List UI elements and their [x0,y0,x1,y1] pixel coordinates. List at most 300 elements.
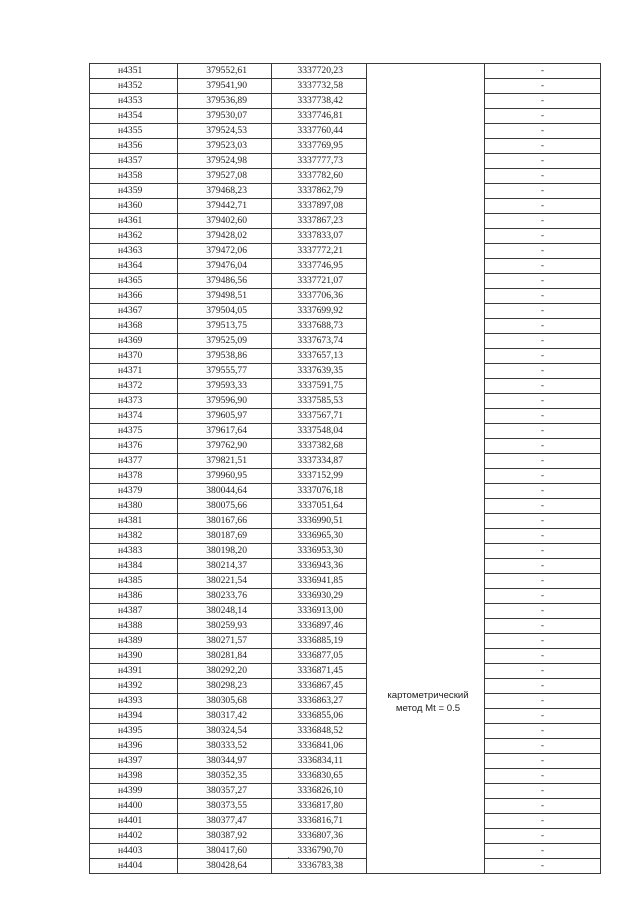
x-coordinate-cell: 380305,68 [178,694,272,709]
method-cell [367,79,485,94]
dash-cell: - [485,619,601,634]
table-row [90,244,601,259]
method-cell [367,64,485,79]
point-id-cell: н4397 [90,754,178,769]
y-coordinate-cell: 3337585,53 [272,394,367,409]
x-coordinate-cell: 380298,23 [178,679,272,694]
y-coordinate-cell: 3337699,92 [272,304,367,319]
point-id-cell: н4370 [90,349,178,364]
table-row [90,349,601,364]
dash-cell: - [485,439,601,454]
method-cell [367,334,485,349]
x-coordinate-cell: 379442,71 [178,199,272,214]
table-row [90,334,601,349]
point-id-cell: н4379 [90,484,178,499]
y-coordinate-cell: 3336863,27 [272,694,367,709]
table-row [90,499,601,514]
method-cell [367,859,485,874]
y-coordinate-cell: 3337688,73 [272,319,367,334]
point-id-cell: н4369 [90,334,178,349]
x-coordinate-cell: 379555,77 [178,364,272,379]
point-id-cell: н4401 [90,814,178,829]
method-cell [367,844,485,859]
table-row [90,814,601,829]
method-cell [367,274,485,289]
table-row [90,379,601,394]
y-coordinate-cell: 3336877,05 [272,649,367,664]
table-row [90,454,601,469]
dash-cell: - [485,574,601,589]
table-row [90,154,601,169]
y-coordinate-cell: 3337746,81 [272,109,367,124]
point-id-cell: н4400 [90,799,178,814]
table-row [90,859,601,874]
method-cell [367,304,485,319]
y-coordinate-cell: 3337720,23 [272,64,367,79]
point-id-cell: н4359 [90,184,178,199]
y-coordinate-cell: 3337334,87 [272,454,367,469]
point-id-cell: н4367 [90,304,178,319]
y-coordinate-cell: 3336855,06 [272,709,367,724]
dash-cell: - [485,694,601,709]
table-row [90,694,601,709]
y-coordinate-cell: 3336941,85 [272,574,367,589]
point-id-cell: н4368 [90,319,178,334]
point-id-cell: н4373 [90,394,178,409]
y-coordinate-cell: 3337732,58 [272,79,367,94]
table-row [90,574,601,589]
x-coordinate-cell: 379476,04 [178,259,272,274]
y-coordinate-cell: 3336867,45 [272,679,367,694]
method-cell [367,619,485,634]
method-cell [367,664,485,679]
x-coordinate-cell: 380324,54 [178,724,272,739]
dash-cell: - [485,124,601,139]
x-coordinate-cell: 379428,02 [178,229,272,244]
point-id-cell: н4381 [90,514,178,529]
y-coordinate-cell: 3337076,18 [272,484,367,499]
y-coordinate-cell: 3336848,52 [272,724,367,739]
y-coordinate-cell: 3337867,23 [272,214,367,229]
dash-cell: - [485,634,601,649]
method-cell [367,784,485,799]
x-coordinate-cell: 379960,95 [178,469,272,484]
point-id-cell: н4355 [90,124,178,139]
x-coordinate-cell: 379402,60 [178,214,272,229]
table-row [90,649,601,664]
method-cell [367,424,485,439]
coordinates-table [89,63,601,874]
table-row [90,229,601,244]
method-cell [367,109,485,124]
point-id-cell: н4396 [90,739,178,754]
y-coordinate-cell: 3336953,30 [272,544,367,559]
dash-cell: - [485,604,601,619]
dash-cell: - [485,754,601,769]
x-coordinate-cell: 379617,64 [178,424,272,439]
table-row [90,484,601,499]
dash-cell: - [485,649,601,664]
y-coordinate-cell: 3336834,11 [272,754,367,769]
method-cell [367,139,485,154]
table-row [90,184,601,199]
dash-cell: - [485,454,601,469]
point-id-cell: н4399 [90,784,178,799]
method-cell [367,154,485,169]
table-row [90,559,601,574]
point-id-cell: н4395 [90,724,178,739]
point-id-cell: н4378 [90,469,178,484]
method-note [370,689,486,715]
y-coordinate-cell: 3337862,79 [272,184,367,199]
point-id-cell: н4384 [90,559,178,574]
table-row [90,364,601,379]
dash-cell: - [485,769,601,784]
x-coordinate-cell: 380221,54 [178,574,272,589]
y-coordinate-cell: 3337782,60 [272,169,367,184]
table-row [90,664,601,679]
table-row [90,619,601,634]
method-cell [367,94,485,109]
dash-cell: - [485,859,601,874]
dash-cell: - [485,544,601,559]
point-id-cell: н4383 [90,544,178,559]
dash-cell: - [485,289,601,304]
method-cell [367,589,485,604]
x-coordinate-cell: 380387,92 [178,829,272,844]
method-cell [367,604,485,619]
point-id-cell: н4382 [90,529,178,544]
table-row [90,304,601,319]
x-coordinate-cell: 380075,66 [178,499,272,514]
point-id-cell: н4390 [90,649,178,664]
method-cell [367,409,485,424]
dash-cell: - [485,184,601,199]
y-coordinate-cell: 3337567,71 [272,409,367,424]
point-id-cell: н4356 [90,139,178,154]
point-id-cell: н4360 [90,199,178,214]
y-coordinate-cell: 3337051,64 [272,499,367,514]
method-cell [367,229,485,244]
x-coordinate-cell: 380373,55 [178,799,272,814]
dash-cell: - [485,169,601,184]
method-cell [367,169,485,184]
x-coordinate-cell: 379472,06 [178,244,272,259]
dash-cell: - [485,304,601,319]
method-cell [367,184,485,199]
y-coordinate-cell: 3337721,07 [272,274,367,289]
y-coordinate-cell: 3337746,95 [272,259,367,274]
method-cell [367,529,485,544]
dash-cell: - [485,199,601,214]
x-coordinate-cell: 380167,66 [178,514,272,529]
table-row [90,94,601,109]
point-id-cell: н4358 [90,169,178,184]
method-cell [367,379,485,394]
y-coordinate-cell: 3336841,06 [272,739,367,754]
dash-cell: - [485,334,601,349]
y-coordinate-cell: 3336790,70 [272,844,367,859]
x-coordinate-cell: 380417,60 [178,844,272,859]
point-id-cell: н4387 [90,604,178,619]
y-coordinate-cell: 3337673,74 [272,334,367,349]
point-id-cell: н4391 [90,664,178,679]
x-coordinate-cell: 379605,97 [178,409,272,424]
point-id-cell: н4380 [90,499,178,514]
x-coordinate-cell: 380352,35 [178,769,272,784]
method-cell [367,559,485,574]
point-id-cell: н4376 [90,439,178,454]
table-row [90,109,601,124]
table-row [90,409,601,424]
method-note-line-2: метод Mt = 0.5 [395,703,461,714]
x-coordinate-cell: 379762,90 [178,439,272,454]
dash-cell: - [485,229,601,244]
table-row [90,469,601,484]
table-row [90,529,601,544]
point-id-cell: н4364 [90,259,178,274]
x-coordinate-cell: 379527,08 [178,169,272,184]
y-coordinate-cell: 3337760,44 [272,124,367,139]
y-coordinate-cell: 3337152,99 [272,469,367,484]
method-cell [367,364,485,379]
y-coordinate-cell: 3336930,29 [272,589,367,604]
y-coordinate-cell: 3337777,73 [272,154,367,169]
dash-cell: - [485,664,601,679]
method-cell [367,799,485,814]
method-cell [367,649,485,664]
method-cell [367,439,485,454]
x-coordinate-cell: 380317,42 [178,709,272,724]
x-coordinate-cell: 379536,89 [178,94,272,109]
y-coordinate-cell: 3336807,36 [272,829,367,844]
dash-cell: - [485,829,601,844]
dash-cell: - [485,364,601,379]
table-body [90,64,601,874]
table-row [90,124,601,139]
dash-cell: - [485,784,601,799]
dash-cell: - [485,94,601,109]
x-coordinate-cell: 379513,75 [178,319,272,334]
point-id-cell: н4394 [90,709,178,724]
table-row [90,769,601,784]
point-id-cell: н4374 [90,409,178,424]
point-id-cell: н4393 [90,694,178,709]
table-row [90,169,601,184]
method-cell [367,814,485,829]
dash-cell: - [485,349,601,364]
point-id-cell: н4365 [90,274,178,289]
table-row [90,589,601,604]
x-coordinate-cell: 380044,64 [178,484,272,499]
method-cell [367,739,485,754]
table-row [90,64,601,79]
table-row [90,724,601,739]
dash-cell: - [485,379,601,394]
method-cell [367,484,485,499]
method-cell [367,469,485,484]
dash-cell: - [485,529,601,544]
y-coordinate-cell: 3336817,80 [272,799,367,814]
x-coordinate-cell: 379504,05 [178,304,272,319]
y-coordinate-cell: 3337657,13 [272,349,367,364]
table-row [90,139,601,154]
x-coordinate-cell: 379593,33 [178,379,272,394]
dash-cell: - [485,559,601,574]
dash-cell: - [485,409,601,424]
method-cell [367,199,485,214]
point-id-cell: н4352 [90,79,178,94]
y-coordinate-cell: 3337639,35 [272,364,367,379]
dash-cell: - [485,214,601,229]
table-row [90,514,601,529]
dash-cell: - [485,814,601,829]
table-row [90,799,601,814]
dash-cell: - [485,739,601,754]
point-id-cell: н4403 [90,844,178,859]
table-row [90,79,601,94]
x-coordinate-cell: 379541,90 [178,79,272,94]
dash-cell: - [485,274,601,289]
method-cell [367,754,485,769]
x-coordinate-cell: 380248,14 [178,604,272,619]
dash-cell: - [485,709,601,724]
method-cell [367,514,485,529]
x-coordinate-cell: 379530,07 [178,109,272,124]
table-row [90,319,601,334]
table-row [90,604,601,619]
method-cell [367,769,485,784]
y-coordinate-cell: 3336783,38 [272,859,367,874]
y-coordinate-cell: 3337772,21 [272,244,367,259]
table-row [90,424,601,439]
dash-cell: - [485,259,601,274]
table-row [90,829,601,844]
x-coordinate-cell: 380281,84 [178,649,272,664]
point-id-cell: н4363 [90,244,178,259]
y-coordinate-cell: 3337706,36 [272,289,367,304]
x-coordinate-cell: 379523,03 [178,139,272,154]
dash-cell: - [485,154,601,169]
dash-cell: - [485,394,601,409]
x-coordinate-cell: 380271,57 [178,634,272,649]
point-id-cell: н4398 [90,769,178,784]
x-coordinate-cell: 379821,51 [178,454,272,469]
dash-cell: - [485,139,601,154]
dash-cell: - [485,589,601,604]
x-coordinate-cell: 379498,51 [178,289,272,304]
table-row [90,199,601,214]
y-coordinate-cell: 3336830,65 [272,769,367,784]
y-coordinate-cell: 3337897,08 [272,199,367,214]
table-row [90,214,601,229]
table-row [90,394,601,409]
y-coordinate-cell: 3337738,42 [272,94,367,109]
point-id-cell: н4361 [90,214,178,229]
point-id-cell: н4389 [90,634,178,649]
x-coordinate-cell: 380333,52 [178,739,272,754]
scan-speck [288,857,289,858]
method-note-line-1: картометрический [387,690,469,701]
dash-cell: - [485,109,601,124]
point-id-cell: н4357 [90,154,178,169]
point-id-cell: н4351 [90,64,178,79]
table-row [90,739,601,754]
method-cell [367,499,485,514]
table-row [90,709,601,724]
y-coordinate-cell: 3336943,36 [272,559,367,574]
point-id-cell: н4385 [90,574,178,589]
point-id-cell: н4362 [90,229,178,244]
point-id-cell: н4353 [90,94,178,109]
table-row [90,634,601,649]
point-id-cell: н4404 [90,859,178,874]
dash-cell: - [485,499,601,514]
x-coordinate-cell: 380344,97 [178,754,272,769]
dash-cell: - [485,724,601,739]
dash-cell: - [485,244,601,259]
y-coordinate-cell: 3337833,07 [272,229,367,244]
table-row [90,289,601,304]
method-cell [367,259,485,274]
y-coordinate-cell: 3337382,68 [272,439,367,454]
x-coordinate-cell: 380233,76 [178,589,272,604]
x-coordinate-cell: 379468,23 [178,184,272,199]
x-coordinate-cell: 379525,09 [178,334,272,349]
y-coordinate-cell: 3336871,45 [272,664,367,679]
y-coordinate-cell: 3336885,19 [272,634,367,649]
dash-cell: - [485,799,601,814]
dash-cell: - [485,79,601,94]
y-coordinate-cell: 3337548,04 [272,424,367,439]
y-coordinate-cell: 3336965,30 [272,529,367,544]
method-cell [367,349,485,364]
method-cell [367,124,485,139]
point-id-cell: н4392 [90,679,178,694]
table-row [90,274,601,289]
point-id-cell: н4375 [90,424,178,439]
method-cell [367,829,485,844]
y-coordinate-cell: 3336826,10 [272,784,367,799]
y-coordinate-cell: 3336913,00 [272,604,367,619]
table-row [90,544,601,559]
table-row [90,754,601,769]
dash-cell: - [485,679,601,694]
x-coordinate-cell: 380187,69 [178,529,272,544]
point-id-cell: н4388 [90,619,178,634]
point-id-cell: н4354 [90,109,178,124]
method-cell [367,724,485,739]
x-coordinate-cell: 380198,20 [178,544,272,559]
x-coordinate-cell: 379524,53 [178,124,272,139]
dash-cell: - [485,514,601,529]
y-coordinate-cell: 3336897,46 [272,619,367,634]
point-id-cell: н4372 [90,379,178,394]
point-id-cell: н4386 [90,589,178,604]
x-coordinate-cell: 379552,61 [178,64,272,79]
y-coordinate-cell: 3336990,51 [272,514,367,529]
point-id-cell: н4366 [90,289,178,304]
method-cell [367,289,485,304]
dash-cell: - [485,844,601,859]
y-coordinate-cell: 3337591,75 [272,379,367,394]
dash-cell: - [485,424,601,439]
x-coordinate-cell: 379538,86 [178,349,272,364]
method-cell [367,574,485,589]
x-coordinate-cell: 379486,56 [178,274,272,289]
method-cell [367,634,485,649]
x-coordinate-cell: 380214,37 [178,559,272,574]
